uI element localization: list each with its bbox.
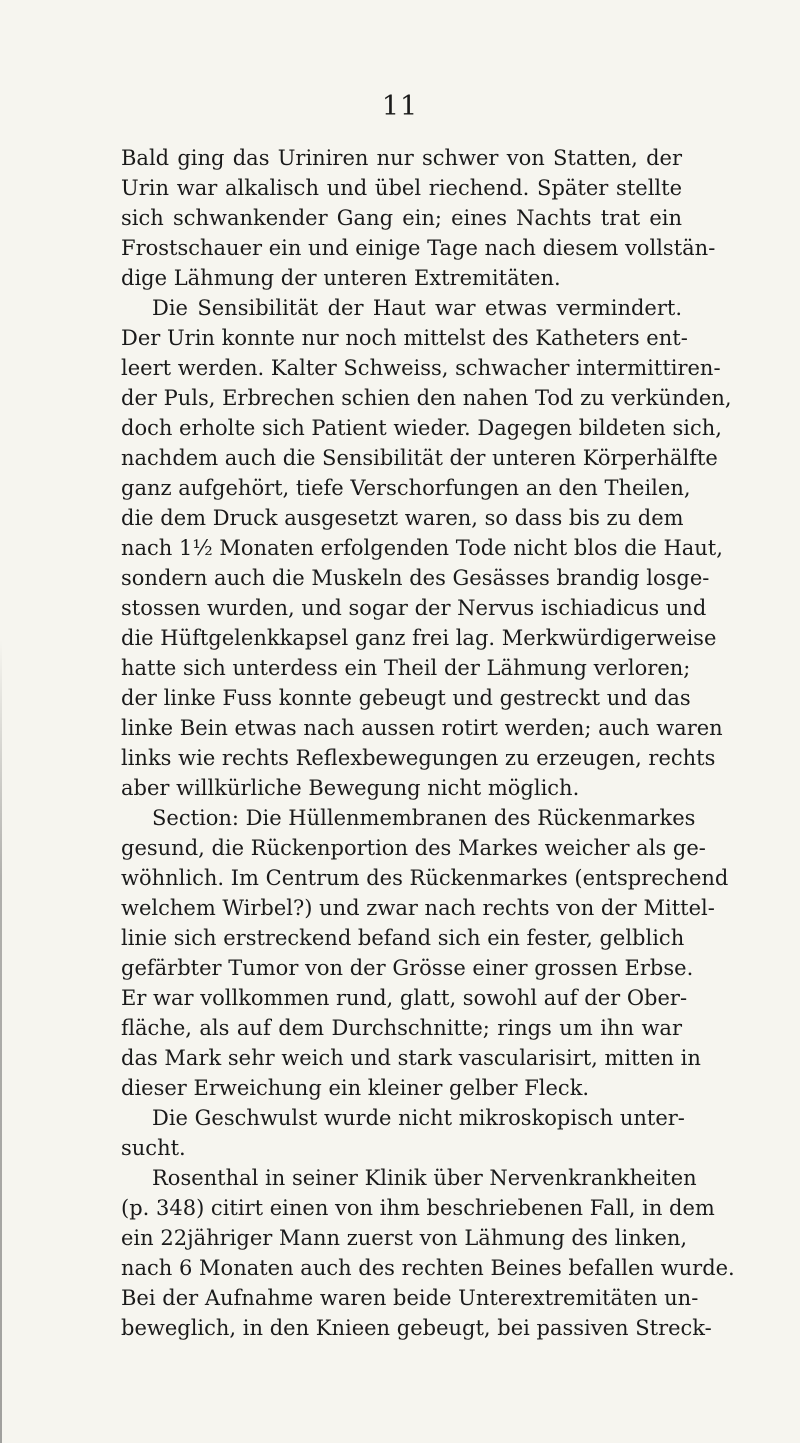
text-line: Die Sensibilität der Haut war etwas vermindert. — [152, 296, 682, 320]
text-line: leert werden. Kalter Schweiss, schwacher intermittiren- — [121, 356, 721, 380]
text-line: gefärbter Tumor von der Grösse einer grossen Erbse. — [121, 956, 694, 980]
text-line: hatte sich unterdess ein Theil der Lähmung verloren; — [121, 656, 691, 680]
text-line: Die Geschwulst wurde nicht mikroskopisch unter- — [152, 1106, 685, 1130]
text-line: sich schwankender Gang ein; eines Nachts trat ein — [121, 206, 682, 230]
text-line: der Puls, Erbrechen schien den nahen Tod zu verkünden, — [121, 386, 732, 410]
text-line: gesund, die Rückenportion des Markes weicher als ge- — [121, 836, 706, 860]
text-line: sondern auch die Muskeln des Gesässes brandig losge- — [121, 566, 710, 590]
text-line: Bald ging das Uriniren nur schwer von Statten, der — [121, 146, 682, 170]
text-line: doch erholte sich Patient wieder. Dagegen bildeten sich, — [121, 416, 722, 440]
text-line: linie sich erstreckend befand sich ein fester, gelblich — [121, 926, 685, 950]
text-line: die Hüftgelenkkapsel ganz frei lag. Merkwürdigerweise — [121, 626, 717, 650]
text-line: wöhnlich. Im Centrum des Rückenmarkes (entsprechend — [121, 866, 729, 890]
text-line: links wie rechts Reflexbewegungen zu erzeugen, rechts — [121, 746, 716, 770]
text-line: ganz aufgehört, tiefe Verschorfungen an den Theilen, — [121, 476, 691, 500]
text-line: Er war vollkommen rund, glatt, sowohl auf der Ober- — [121, 986, 688, 1010]
text-line: aber willkürliche Bewegung nicht möglich. — [121, 776, 580, 800]
text-line: nach 6 Monaten auch des rechten Beines befallen wurde. — [121, 1256, 735, 1280]
text-line: nach 1½ Monaten erfolgenden Tode nicht blos die Haut, — [121, 536, 723, 560]
text-line: welchem Wirbel?) und zwar nach rechts von der Mittel- — [121, 896, 715, 920]
text-line: der linke Fuss konnte gebeugt und gestreckt und das — [121, 686, 691, 710]
text-line: die dem Druck ausgesetzt waren, so dass bis zu dem — [121, 506, 684, 530]
text-line: beweglich, in den Knieen gebeugt, bei passiven Streck- — [121, 1316, 712, 1340]
text-line: dige Lähmung der unteren Extremitäten. — [121, 266, 561, 290]
text-line: Urin war alkalisch und übel riechend. Später stellte — [121, 176, 682, 200]
text-line: nachdem auch die Sensibilität der unteren Körperhälfte — [121, 446, 718, 470]
text-line: Section: Die Hüllenmembranen des Rückenmarkes — [152, 806, 696, 830]
text-line: dieser Erweichung ein kleiner gelber Fleck. — [121, 1076, 590, 1100]
text-line: fläche, als auf dem Durchschnitte; rings um ihn war — [121, 1016, 682, 1040]
text-line: stossen wurden, und sogar der Nervus ischiadicus und — [121, 596, 707, 620]
text-line: Rosenthal in seiner Klinik über Nervenkrankheiten — [152, 1166, 697, 1190]
body-text — [121, 143, 735, 1343]
text-line: Bei der Aufnahme waren beide Unterextremitäten un- — [121, 1286, 699, 1310]
text-line: das Mark sehr weich und stark vascularisirt, mitten in — [121, 1046, 701, 1070]
text-line: sucht. — [121, 1136, 186, 1160]
page-number: 11 — [381, 91, 419, 122]
text-line: ein 22jähriger Mann zuerst von Lähmung des linken, — [121, 1226, 688, 1250]
text-line: linke Bein etwas nach aussen rotirt werden; auch waren — [121, 716, 723, 740]
text-line: Frostschauer ein und einige Tage nach diesem vollstän- — [121, 236, 716, 260]
text-line: (p. 348) citirt einen von ihm beschriebenen Fall, in dem — [121, 1196, 715, 1220]
text-line: Der Urin konnte nur noch mittelst des Katheters ent- — [121, 326, 688, 350]
page-edge-shadow — [0, 640, 2, 1443]
